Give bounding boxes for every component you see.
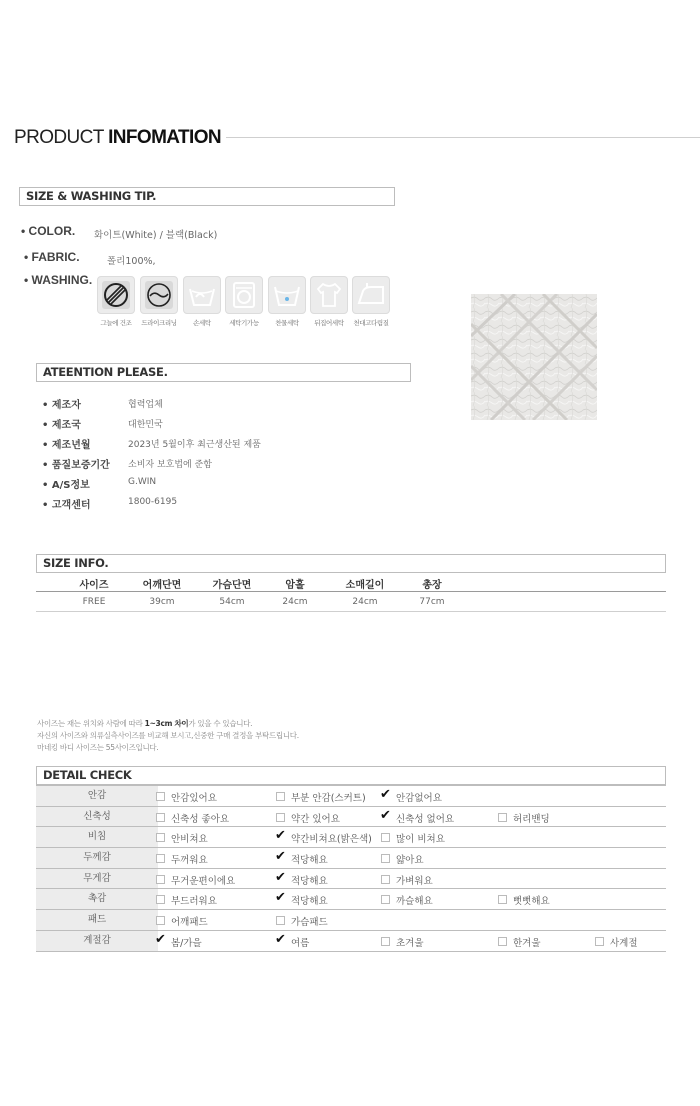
note-text: 사이즈는 재는 위치와 사람에 따라 — [37, 719, 145, 728]
size-cell: 24cm — [352, 597, 378, 607]
attention-key: • 제조년월 — [42, 440, 91, 451]
detail-option-label: 여름 — [291, 937, 310, 949]
attention-key: • 품질보증기간 — [42, 460, 110, 471]
page-title — [14, 126, 221, 150]
color-label: • COLOR. — [21, 224, 76, 238]
shade-dry-icon — [97, 276, 135, 314]
wash-item-cold-wash — [268, 276, 306, 327]
wash-caption: 세탁기가능 — [229, 319, 259, 327]
detail-row-label: 신축성 — [36, 807, 158, 827]
detail-row — [36, 931, 666, 952]
detail-row-label: 패드 — [36, 910, 158, 930]
unchecked-checkbox[interactable] — [498, 895, 507, 904]
wash-item-dry-clean — [140, 276, 178, 327]
checkmark-icon: ✔ — [275, 931, 286, 947]
size-cell: 24cm — [282, 597, 308, 607]
attention-row — [42, 436, 342, 456]
detail-row — [36, 910, 666, 931]
detail-option-label: 봄/가을 — [171, 937, 202, 949]
cold-wash-icon — [268, 276, 306, 314]
checkmark-icon: ✔ — [380, 807, 391, 823]
detail-option-label: 어깨패드 — [171, 917, 208, 929]
attention-row — [42, 416, 342, 436]
detail-row — [36, 848, 666, 869]
fabric-label: • FABRIC. — [24, 250, 80, 264]
unchecked-checkbox[interactable] — [156, 875, 165, 884]
attention-value: 2023년 5월이후 최근생산된 제품 — [128, 440, 261, 450]
detail-option-label: 약간비쳐요(밝은색) — [291, 834, 372, 846]
product-information-heading — [14, 126, 700, 150]
heading-divider — [226, 137, 700, 138]
size-header-cell: 어깨단면 — [142, 580, 182, 591]
size-header-cell: 암홀 — [285, 580, 305, 591]
unchecked-checkbox[interactable] — [498, 937, 507, 946]
size-header-cell: 가슴단면 — [212, 580, 252, 591]
size-table-header — [36, 573, 666, 592]
reverse-wash-icon — [310, 276, 348, 314]
detail-row — [36, 889, 666, 910]
unchecked-checkbox[interactable] — [156, 792, 165, 801]
detail-check-title: DETAIL CHECK — [36, 766, 666, 785]
detail-row-label: 계절감 — [36, 931, 158, 951]
detail-row — [36, 786, 666, 807]
unchecked-checkbox[interactable] — [156, 833, 165, 842]
detail-option-label: 사계절 — [610, 937, 638, 949]
machine-wash-icon — [225, 276, 263, 314]
unchecked-checkbox[interactable] — [276, 916, 285, 925]
wash-item-reverse-wash — [310, 276, 348, 327]
checkmark-icon: ✔ — [380, 787, 391, 802]
detail-option-label: 허리밴딩 — [513, 813, 550, 825]
fabric-swatch-image — [471, 294, 597, 420]
wash-item-shade-dry — [97, 276, 135, 327]
detail-option-label: 가벼워요 — [396, 875, 433, 887]
attention-row — [42, 396, 342, 416]
unchecked-checkbox[interactable] — [381, 937, 390, 946]
size-cell: FREE — [82, 597, 106, 607]
note-line-3: 마네킹 바디 사이즈는 55사이즈입니다. — [37, 743, 159, 752]
checkmark-icon: ✔ — [275, 869, 286, 885]
checked-checkbox[interactable] — [380, 787, 391, 802]
size-header-cell: 총장 — [422, 580, 442, 591]
unchecked-checkbox[interactable] — [156, 854, 165, 863]
detail-row-label: 무게감 — [36, 869, 158, 889]
attention-title: ATEENTION PLEASE. — [36, 363, 411, 382]
checkmark-icon: ✔ — [275, 849, 286, 865]
wash-caption: 찬물세탁 — [275, 319, 299, 327]
hand-wash-icon — [183, 276, 221, 314]
size-info-title: SIZE INFO. — [36, 554, 666, 573]
checkmark-icon: ✔ — [275, 828, 286, 844]
unchecked-checkbox[interactable] — [498, 813, 507, 822]
detail-option-label: 초겨울 — [396, 937, 424, 949]
checked-checkbox[interactable] — [275, 931, 286, 947]
detail-row — [36, 827, 666, 848]
checked-checkbox[interactable] — [275, 890, 286, 906]
checkmark-icon: ✔ — [155, 931, 166, 947]
note-line-2: 자신의 사이즈와 의류실측사이즈를 비교해 보시고,신중한 구매 결정을 부탁드립니다. — [37, 731, 299, 740]
note-line-1 — [37, 718, 299, 730]
attention-value: 소비자 보호법에 준함 — [128, 460, 212, 470]
note-text: 가 있을 수 있습니다. — [188, 719, 253, 728]
detail-option-label: 가슴패드 — [291, 917, 328, 929]
color-value: 화이트(White) / 블랙(Black) — [94, 230, 218, 241]
attention-row — [42, 456, 342, 476]
heading-light-text: PRODUCT — [14, 127, 104, 148]
detail-option-label: 신축성 좋아요 — [171, 813, 230, 825]
detail-row-label: 안감 — [36, 786, 158, 806]
unchecked-checkbox[interactable] — [276, 792, 285, 801]
low-iron-icon — [352, 276, 390, 314]
detail-option-label: 안감없어요 — [396, 793, 442, 804]
attention-key: • 고객센터 — [42, 500, 91, 511]
detail-row-label: 비침 — [36, 827, 158, 847]
detail-option-label: 부드러워요 — [171, 896, 217, 908]
detail-option-label: 적당해요 — [291, 896, 328, 908]
wash-caption: 손세탁 — [193, 319, 211, 327]
detail-option-label: 많이 비쳐요 — [396, 834, 445, 846]
detail-row-label: 두께감 — [36, 848, 158, 868]
wash-item-machine-wash — [225, 276, 263, 327]
size-washing-title: SIZE & WASHING TIP. — [19, 187, 395, 206]
attention-row — [42, 496, 342, 516]
attention-value: 대한민국 — [128, 420, 163, 430]
attention-value: G.WIN — [128, 477, 157, 487]
attention-value: 1800-6195 — [128, 497, 178, 507]
size-header-cell: 사이즈 — [79, 580, 109, 591]
size-cell: 39cm — [149, 597, 175, 607]
size-notes — [37, 718, 299, 754]
checked-checkbox[interactable] — [155, 931, 166, 947]
checked-checkbox[interactable] — [275, 849, 286, 865]
detail-option-label: 한겨울 — [513, 937, 541, 949]
heading-bold-text: INFOMATION — [108, 127, 222, 148]
checked-checkbox[interactable] — [275, 828, 286, 844]
wash-item-low-iron — [352, 276, 390, 327]
unchecked-checkbox[interactable] — [156, 895, 165, 904]
unchecked-checkbox[interactable] — [381, 895, 390, 904]
size-cell: 77cm — [419, 597, 445, 607]
size-table — [36, 573, 666, 612]
detail-check-table — [36, 785, 666, 952]
detail-option-label: 얇아요 — [396, 855, 424, 867]
unchecked-checkbox[interactable] — [156, 813, 165, 822]
attention-key: • A/S정보 — [42, 480, 90, 491]
washing-label: • WASHING. — [24, 273, 93, 287]
note-highlight: 1~3cm 차이 — [144, 719, 189, 728]
detail-option-label: 안감있어요 — [171, 793, 217, 804]
wash-caption: 드라이크리닝 — [141, 319, 177, 327]
detail-row — [36, 869, 666, 890]
detail-option-label: 부분 안감(스커트) — [291, 793, 366, 804]
attention-row — [42, 476, 342, 496]
detail-option-label: 약간 있어요 — [291, 813, 340, 825]
table-row — [36, 592, 666, 612]
wash-caption: 천대고다림질 — [353, 319, 389, 327]
checked-checkbox[interactable] — [275, 869, 286, 885]
dry-clean-icon — [140, 276, 178, 314]
detail-option-label: 적당해요 — [291, 875, 328, 887]
wash-caption: 그늘에 건조 — [100, 319, 132, 327]
unchecked-checkbox[interactable] — [276, 813, 285, 822]
size-cell: 54cm — [219, 597, 245, 607]
detail-row — [36, 807, 666, 828]
unchecked-checkbox[interactable] — [595, 937, 604, 946]
attention-key: • 제조자 — [42, 400, 81, 411]
unchecked-checkbox[interactable] — [381, 833, 390, 842]
attention-key: • 제조국 — [42, 420, 81, 431]
detail-option-label: 신축성 없어요 — [396, 813, 455, 825]
detail-row-label: 촉감 — [36, 889, 158, 909]
detail-option-label: 까슬해요 — [396, 896, 433, 908]
unchecked-checkbox[interactable] — [156, 916, 165, 925]
checkmark-icon: ✔ — [275, 890, 286, 906]
wash-caption: 뒤집어세탁 — [314, 319, 344, 327]
checked-checkbox[interactable] — [380, 807, 391, 823]
size-header-cell: 소매길이 — [345, 580, 385, 591]
unchecked-checkbox[interactable] — [381, 875, 390, 884]
detail-option-label: 적당해요 — [291, 855, 328, 867]
detail-option-label: 무거운편이에요 — [171, 875, 236, 887]
detail-option-label: 뻣뻣해요 — [513, 896, 550, 908]
fabric-value: 폴리100%, — [107, 256, 156, 267]
attention-value: 협력업체 — [128, 400, 163, 410]
detail-option-label: 두꺼워요 — [171, 855, 208, 867]
unchecked-checkbox[interactable] — [381, 854, 390, 863]
detail-option-label: 안비쳐요 — [171, 834, 208, 846]
wash-item-hand-wash — [183, 276, 221, 327]
